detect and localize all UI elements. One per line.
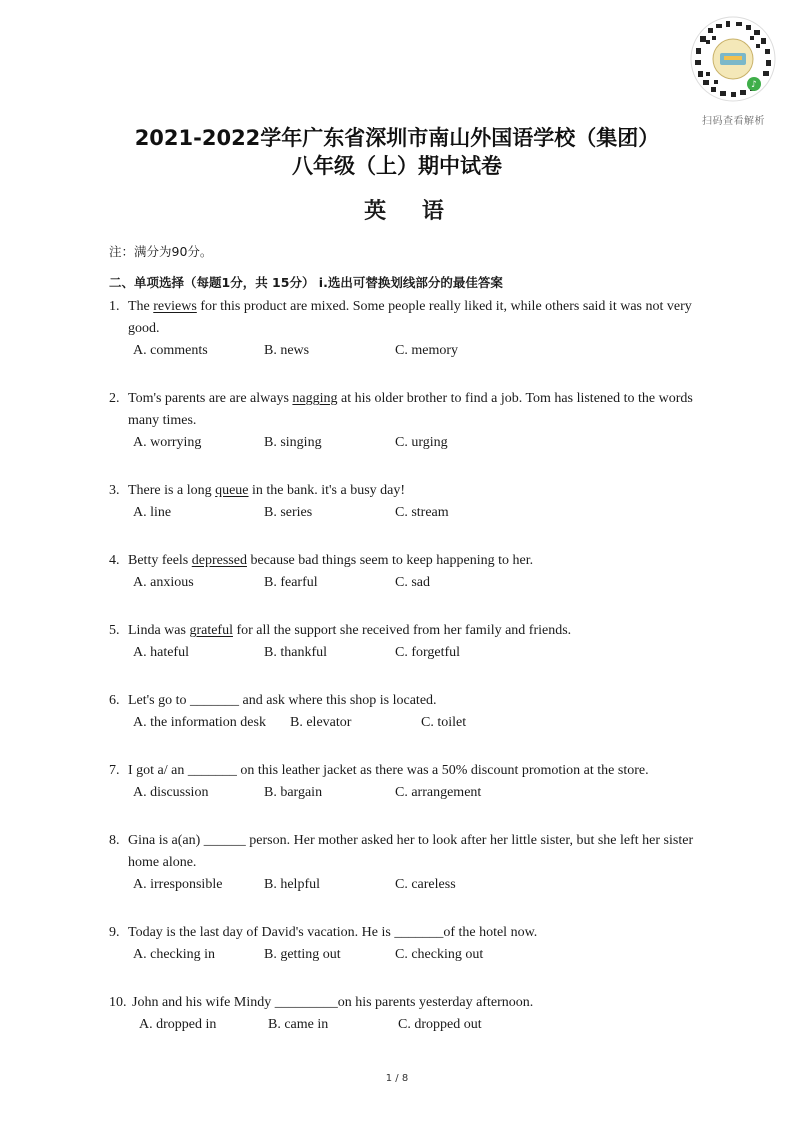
option-b: B. came in — [268, 1017, 329, 1032]
page-title: 2021-2022学年广东省深圳市南山外国语学校（集团） — [134, 126, 660, 150]
question-options — [133, 572, 709, 594]
question-stem: Today is the last day of David's vacation. He is _______of the hotel now. — [128, 925, 538, 940]
option-a: A. worrying — [133, 435, 202, 450]
question-stem: Gina is a(an) ______ person. Her mother asked her to look after her little sister, but she left her sister home alone. — [128, 833, 694, 870]
question-options — [133, 432, 709, 454]
option-c: C. checking out — [395, 947, 484, 962]
qr-caption: 扫码查看解析 — [702, 116, 765, 127]
option-c: C. forgetful — [395, 645, 461, 660]
question-number: 1. — [109, 299, 120, 314]
question-item — [109, 690, 709, 734]
question-number: 10. — [109, 995, 127, 1010]
question-number: 7. — [109, 763, 120, 778]
question-item — [109, 830, 709, 896]
question-stem: Let's go to _______ and ask where this shop is located. — [128, 693, 437, 708]
question-number: 6. — [109, 693, 120, 708]
option-b: B. helpful — [264, 877, 320, 892]
underlined-word: depressed — [191, 553, 247, 568]
qr-code-icon — [690, 16, 776, 102]
option-b: B. getting out — [264, 947, 341, 962]
question-number: 9. — [109, 925, 120, 940]
underlined-word: grateful — [189, 623, 233, 638]
underlined-word: queue — [215, 483, 249, 498]
question-options — [133, 782, 709, 804]
page-number: 1 / 8 — [385, 1073, 409, 1084]
option-c: C. arrangement — [395, 785, 482, 800]
question-number: 2. — [109, 391, 120, 406]
question-stem: Betty feels depressed because bad things seem to keep happening to her. — [128, 553, 534, 568]
option-c: C. sad — [395, 575, 430, 590]
option-a: A. checking in — [133, 947, 216, 962]
page-subtitle: 八年级（上）期中试卷 — [292, 154, 502, 178]
section-heading: 二、单项选择（每题1分，共 15分） i.选出可替换划线部分的最佳答案 — [109, 275, 503, 290]
option-b: B. fearful — [264, 575, 318, 590]
option-c: C. careless — [395, 877, 456, 892]
subject-heading: 英 语 — [364, 199, 458, 224]
option-c: C. urging — [395, 435, 448, 450]
question-item — [109, 922, 709, 966]
option-b: B. bargain — [264, 785, 323, 800]
question-item — [109, 760, 709, 804]
question-stem: The reviews for this product are mixed. Some people really liked it, while others said it was not very good. — [128, 299, 692, 336]
question-options — [133, 502, 709, 524]
option-c: C. toilet — [421, 715, 467, 730]
option-b: B. elevator — [290, 715, 352, 730]
option-a: A. anxious — [133, 575, 194, 590]
question-options — [133, 712, 709, 734]
question-stem: John and his wife Mindy _________on his parents yesterday afternoon. — [132, 995, 534, 1010]
option-c: C. memory — [395, 343, 458, 358]
question-item — [109, 620, 709, 664]
option-b: B. thankful — [264, 645, 327, 660]
question-options — [133, 642, 709, 664]
option-a: A. discussion — [133, 785, 209, 800]
question-options — [139, 1014, 709, 1036]
question-number: 5. — [109, 623, 120, 638]
question-stem: Tom's parents are are always nagging at his older brother to find a job. Tom has listened to the words many times. — [128, 391, 693, 428]
option-a: A. dropped in — [139, 1017, 217, 1032]
option-a: A. irresponsible — [133, 877, 223, 892]
option-a: A. the information desk — [133, 715, 266, 730]
option-a: A. comments — [133, 343, 208, 358]
option-b: B. singing — [264, 435, 322, 450]
option-a: A. line — [133, 505, 172, 520]
option-b: B. series — [264, 505, 313, 520]
question-number: 8. — [109, 833, 120, 848]
option-b: B. news — [264, 343, 310, 358]
question-item — [109, 388, 709, 454]
question-number: 4. — [109, 553, 120, 568]
question-stem: I got a/ an _______ on this leather jacket as there was a 50% discount promotion at the store. — [128, 763, 649, 778]
question-item — [109, 550, 709, 594]
underlined-word: nagging — [292, 391, 338, 406]
question-item — [109, 296, 709, 362]
svg-text:♪: ♪ — [751, 80, 757, 90]
question-item — [109, 480, 709, 524]
question-options — [133, 340, 709, 362]
question-number: 3. — [109, 483, 120, 498]
underlined-word: reviews — [153, 299, 197, 314]
question-options — [133, 874, 709, 896]
option-c: C. stream — [395, 505, 449, 520]
option-a: A. hateful — [133, 645, 189, 660]
question-options — [133, 944, 709, 966]
question-stem: There is a long queue in the bank. it's a busy day! — [128, 483, 406, 498]
score-note: 注：满分为90分。 — [109, 244, 213, 259]
question-stem: Linda was grateful for all the support she received from her family and friends. — [128, 623, 572, 638]
question-item — [109, 992, 709, 1036]
option-c: C. dropped out — [398, 1017, 482, 1032]
